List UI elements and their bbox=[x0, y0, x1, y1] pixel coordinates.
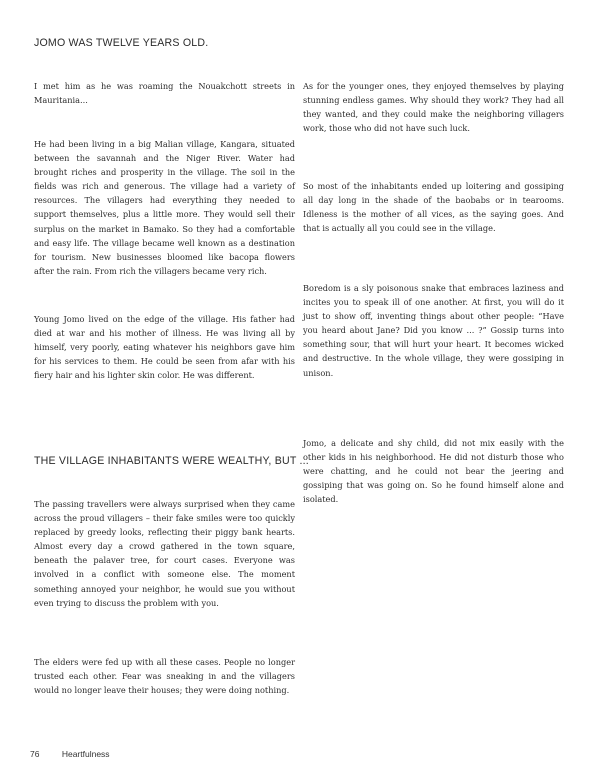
right-column-p2 bbox=[303, 179, 564, 235]
paragraph-elders: The elders were fed up with all these cases. People no longer trusted each other. Fear was sneaking in and the villagers would no longer leave their houses; they were doing nothing. bbox=[34, 657, 295, 696]
publication-name: Heartfulness bbox=[61, 749, 110, 759]
section-heading-jomo: JOMO WAS TWELVE YEARS OLD. bbox=[34, 37, 209, 49]
right-column-p1 bbox=[303, 79, 564, 135]
paragraph-travellers: The passing travellers were always surprised when they came across the proud villagers – their fake smiles were too quickly replaced by greedy looks, reflecting their piggy bank hearts. Almost every day a crowd gathered in the town square, beneath the palaver tree, for court cases. Everyone was involved in a conflict with someone else. The moment something annoyed your neighbor, he would sue you without even trying to discuss the problem with you. bbox=[34, 499, 295, 608]
left-column-p5 bbox=[34, 655, 295, 697]
paragraph-intro: I met him as he was roaming the Nouakchott streets in Mauritania... bbox=[34, 81, 295, 106]
left-column-p2 bbox=[34, 137, 295, 278]
right-column-p3 bbox=[303, 281, 564, 380]
paragraph-jomo-shy: Jomo, a delicate and shy child, did not mix easily with the other kids in his neighborhood. He did not disturb those who were chatting, and he could not bear the jeering and gossiping that was going on. So he found himself alone and isolated. bbox=[303, 438, 564, 505]
paragraph-village: He had been living in a big Malian village, Kangara, situated between the savannah and the Niger River. Water had brought riches and prosperity in the village. The soil in the fields was rich and generous. The village had a variety of resources. The villagers had everything they needed to support themselves, plus a little more. They would sell their surplus on the market in Bamako. So they had a comfortable and easy life. The village became well known as a destination for tourism. New businesses bloomed like bacopa flowers after the rain. From rich the villagers became very rich. bbox=[34, 139, 295, 276]
left-column-top bbox=[34, 79, 295, 107]
section-heading-wealthy: THE VILLAGE INHABITANTS WERE WEALTHY, BUT ... bbox=[34, 455, 309, 467]
paragraph-younger-ones: As for the younger ones, they enjoyed themselves by playing stunning endless games. Why should they work? They had all they wanted, and they could make the neighboring villagers work, those who did not have such luck. bbox=[303, 81, 564, 134]
paragraph-loitering: So most of the inhabitants ended up loitering and gossiping all day long in the shade of the baobabs or in tearooms. Idleness is the mother of all vices, as the saying goes. And that is actually all you could see in the village. bbox=[303, 181, 564, 234]
page-footer bbox=[30, 749, 110, 759]
left-column-p4 bbox=[34, 497, 295, 610]
left-column-p3 bbox=[34, 312, 295, 382]
page-number: 76 bbox=[30, 749, 40, 759]
paragraph-boredom: Boredom is a sly poisonous snake that embraces laziness and incites you to speak ill of one another. At first, you will do it just to show off, inventing things about other people: “Have you heard about Jane? Did you know ... ?” Gossip turns into something sour, that will hurt your heart. It becomes wicked and destructive. In the whole village, they were gossiping in unison. bbox=[303, 283, 564, 378]
right-column-p4 bbox=[303, 436, 564, 506]
paragraph-young-jomo: Young Jomo lived on the edge of the village. His father had died at war and his mother of illness. He was living all by himself, very poorly, eating whatever his neighbors gave him for his services to them. He could be seen from afar with his fiery hair and his lighter skin color. He was different. bbox=[34, 314, 295, 381]
